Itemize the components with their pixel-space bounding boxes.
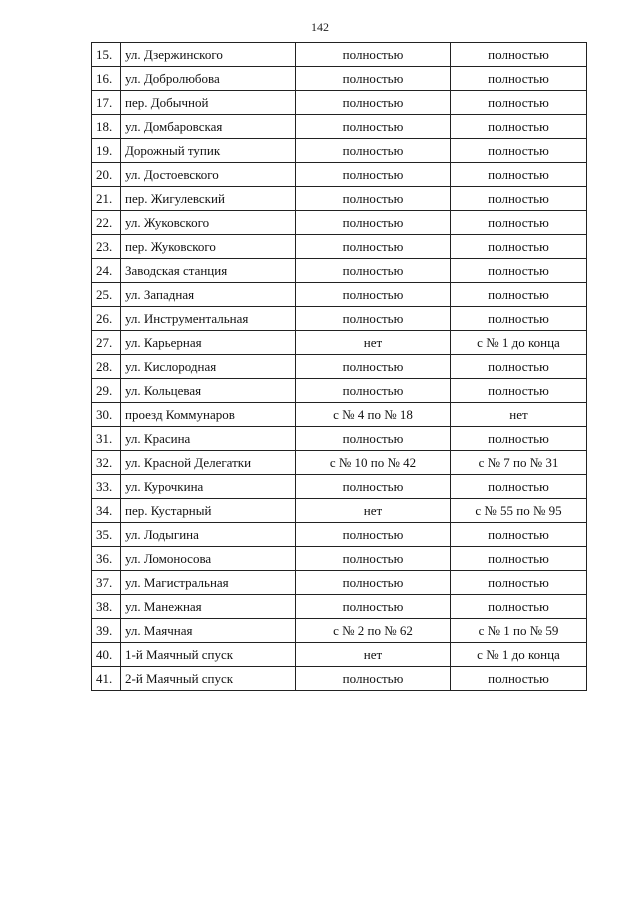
street-name-cell: пер. Жигулевский (121, 187, 296, 211)
street-name-cell: ул. Жуковского (121, 211, 296, 235)
table-row (92, 235, 587, 259)
street-name-cell: 1-й Маячный спуск (121, 643, 296, 667)
table-row (92, 379, 587, 403)
street-name-cell: ул. Красина (121, 427, 296, 451)
table-row (92, 259, 587, 283)
table-row (92, 115, 587, 139)
even-side-cell: полностью (296, 475, 451, 499)
row-number-cell: 18. (92, 115, 121, 139)
even-side-cell: полностью (296, 547, 451, 571)
odd-side-cell: с № 1 до конца (451, 331, 587, 355)
odd-side-cell: с № 55 по № 95 (451, 499, 587, 523)
odd-side-cell: полностью (451, 427, 587, 451)
even-side-cell: полностью (296, 427, 451, 451)
street-name-cell: пер. Кустарный (121, 499, 296, 523)
table-row (92, 667, 587, 691)
even-side-cell: полностью (296, 667, 451, 691)
even-side-cell: полностью (296, 91, 451, 115)
even-side-cell: полностью (296, 67, 451, 91)
table-row (92, 139, 587, 163)
odd-side-cell: полностью (451, 307, 587, 331)
street-name-cell: ул. Западная (121, 283, 296, 307)
odd-side-cell: полностью (451, 547, 587, 571)
row-number-cell: 34. (92, 499, 121, 523)
even-side-cell: полностью (296, 259, 451, 283)
row-number-cell: 26. (92, 307, 121, 331)
even-side-cell: нет (296, 643, 451, 667)
table-row (92, 427, 587, 451)
even-side-cell: с № 10 по № 42 (296, 451, 451, 475)
odd-side-cell: полностью (451, 379, 587, 403)
table-row (92, 643, 587, 667)
street-name-cell: Заводская станция (121, 259, 296, 283)
row-number-cell: 29. (92, 379, 121, 403)
street-name-cell: пер. Добычной (121, 91, 296, 115)
odd-side-cell: полностью (451, 139, 587, 163)
row-number-cell: 41. (92, 667, 121, 691)
even-side-cell: полностью (296, 235, 451, 259)
odd-side-cell: полностью (451, 43, 587, 67)
odd-side-cell: полностью (451, 91, 587, 115)
even-side-cell: полностью (296, 187, 451, 211)
even-side-cell: нет (296, 499, 451, 523)
even-side-cell: полностью (296, 163, 451, 187)
odd-side-cell: полностью (451, 595, 587, 619)
odd-side-cell: полностью (451, 355, 587, 379)
even-side-cell: полностью (296, 571, 451, 595)
table-row (92, 571, 587, 595)
street-name-cell: ул. Курочкина (121, 475, 296, 499)
odd-side-cell: полностью (451, 523, 587, 547)
row-number-cell: 33. (92, 475, 121, 499)
table-row (92, 67, 587, 91)
streets-table-body (92, 43, 587, 691)
row-number-cell: 27. (92, 331, 121, 355)
street-name-cell: Дорожный тупик (121, 139, 296, 163)
table-row (92, 619, 587, 643)
row-number-cell: 28. (92, 355, 121, 379)
row-number-cell: 21. (92, 187, 121, 211)
row-number-cell: 24. (92, 259, 121, 283)
row-number-cell: 30. (92, 403, 121, 427)
even-side-cell: с № 2 по № 62 (296, 619, 451, 643)
even-side-cell: полностью (296, 355, 451, 379)
table-row (92, 475, 587, 499)
table-row (92, 307, 587, 331)
odd-side-cell: с № 7 по № 31 (451, 451, 587, 475)
street-name-cell: ул. Инструментальная (121, 307, 296, 331)
odd-side-cell: полностью (451, 571, 587, 595)
odd-side-cell: полностью (451, 283, 587, 307)
row-number-cell: 15. (92, 43, 121, 67)
street-name-cell: проезд Коммунаров (121, 403, 296, 427)
table-row (92, 451, 587, 475)
row-number-cell: 17. (92, 91, 121, 115)
even-side-cell: полностью (296, 211, 451, 235)
even-side-cell: полностью (296, 283, 451, 307)
table-row (92, 163, 587, 187)
odd-side-cell: полностью (451, 115, 587, 139)
even-side-cell: полностью (296, 523, 451, 547)
street-name-cell: ул. Красной Делегатки (121, 451, 296, 475)
page-number: 142 (311, 20, 329, 34)
odd-side-cell: с № 1 по № 59 (451, 619, 587, 643)
odd-side-cell: полностью (451, 67, 587, 91)
table-row (92, 331, 587, 355)
street-name-cell: ул. Кольцевая (121, 379, 296, 403)
streets-table (91, 42, 587, 691)
row-number-cell: 22. (92, 211, 121, 235)
row-number-cell: 19. (92, 139, 121, 163)
street-name-cell: ул. Карьерная (121, 331, 296, 355)
row-number-cell: 16. (92, 67, 121, 91)
row-number-cell: 23. (92, 235, 121, 259)
street-name-cell: ул. Добролюбова (121, 67, 296, 91)
street-name-cell: ул. Кислородная (121, 355, 296, 379)
street-name-cell: ул. Достоевского (121, 163, 296, 187)
odd-side-cell: полностью (451, 163, 587, 187)
table-row (92, 547, 587, 571)
odd-side-cell: полностью (451, 211, 587, 235)
row-number-cell: 25. (92, 283, 121, 307)
table-row (92, 403, 587, 427)
street-name-cell: ул. Магистральная (121, 571, 296, 595)
street-name-cell: ул. Манежная (121, 595, 296, 619)
table-row (92, 211, 587, 235)
row-number-cell: 38. (92, 595, 121, 619)
street-name-cell: ул. Ломоносова (121, 547, 296, 571)
odd-side-cell: полностью (451, 259, 587, 283)
even-side-cell: с № 4 по № 18 (296, 403, 451, 427)
table-row (92, 523, 587, 547)
row-number-cell: 32. (92, 451, 121, 475)
even-side-cell: полностью (296, 379, 451, 403)
row-number-cell: 20. (92, 163, 121, 187)
row-number-cell: 31. (92, 427, 121, 451)
table-row (92, 43, 587, 67)
even-side-cell: полностью (296, 43, 451, 67)
odd-side-cell: нет (451, 403, 587, 427)
table-row (92, 283, 587, 307)
row-number-cell: 39. (92, 619, 121, 643)
even-side-cell: полностью (296, 139, 451, 163)
row-number-cell: 37. (92, 571, 121, 595)
table-row (92, 595, 587, 619)
even-side-cell: полностью (296, 115, 451, 139)
table-row (92, 91, 587, 115)
street-name-cell: ул. Дзержинского (121, 43, 296, 67)
street-name-cell: пер. Жуковского (121, 235, 296, 259)
street-name-cell: ул. Лодыгина (121, 523, 296, 547)
odd-side-cell: полностью (451, 667, 587, 691)
street-name-cell: ул. Домбаровская (121, 115, 296, 139)
odd-side-cell: полностью (451, 187, 587, 211)
street-name-cell: ул. Маячная (121, 619, 296, 643)
odd-side-cell: полностью (451, 235, 587, 259)
even-side-cell: полностью (296, 595, 451, 619)
even-side-cell: полностью (296, 307, 451, 331)
table-row (92, 187, 587, 211)
row-number-cell: 36. (92, 547, 121, 571)
table-row (92, 499, 587, 523)
row-number-cell: 40. (92, 643, 121, 667)
row-number-cell: 35. (92, 523, 121, 547)
street-name-cell: 2-й Маячный спуск (121, 667, 296, 691)
table-row (92, 355, 587, 379)
odd-side-cell: полностью (451, 475, 587, 499)
odd-side-cell: с № 1 до конца (451, 643, 587, 667)
even-side-cell: нет (296, 331, 451, 355)
